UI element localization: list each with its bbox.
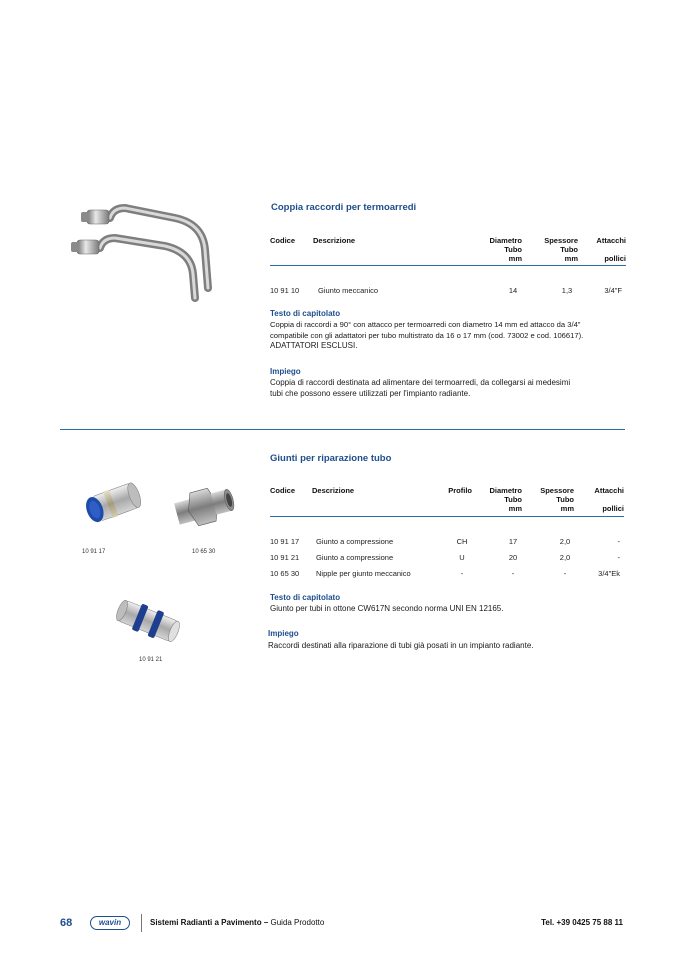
wavin-logo: wavin xyxy=(90,916,130,930)
s1-header-rule xyxy=(270,265,626,266)
section1-title: Coppia raccordi per termoarredi xyxy=(271,202,417,213)
cell-descrizione: Giunto a compressione xyxy=(316,553,394,562)
cell-diametro: 17 xyxy=(508,537,518,546)
cell-descrizione: Giunto a compressione xyxy=(316,537,394,546)
cell-profilo: CH xyxy=(456,537,468,546)
product-image-giunto-10-91-21 xyxy=(112,595,184,647)
s2-capitolato-text: Giunto per tubi in ottone CW617N secondo norma UNI EN 12165. xyxy=(270,604,504,613)
cell-spessore: 2,0 xyxy=(559,553,571,562)
footer-separator xyxy=(141,914,142,932)
s2-impiego-heading: Impiego xyxy=(268,629,299,638)
product-image-giunto-10-91-17 xyxy=(78,478,148,530)
cell-diametro: 20 xyxy=(508,553,518,562)
page-number: 68 xyxy=(60,917,73,929)
cell-spessore: 2,0 xyxy=(559,537,571,546)
s2-header-diametro: Diametro Tubo mm xyxy=(489,486,522,513)
section2-title: Giunti per riparazione tubo xyxy=(270,453,392,464)
page-footer xyxy=(0,914,678,934)
s2-capitolato-heading: Testo di capitolato xyxy=(270,593,341,602)
s2-impiego-text: Raccordi destinati alla riparazione di tubi già posati in un impianto radiante. xyxy=(268,641,534,650)
s2-header-codice: Codice xyxy=(270,486,296,495)
s1-header-descrizione: Descrizione xyxy=(313,236,356,245)
cell-diametro: 14 xyxy=(508,286,518,295)
s2-header-descrizione: Descrizione xyxy=(312,486,355,495)
s1-header-codice: Codice xyxy=(270,236,296,245)
cell-codice: 10 91 21 xyxy=(270,553,300,562)
s2-header-attacchi: Attacchi pollici xyxy=(594,486,624,513)
s1-impiego-text: Coppia di raccordi destinata ad alimentare dei termoarredi, da collegarsi ai medesimi tubi che possono essere utilizzati per l'impianto radiante. xyxy=(270,378,571,398)
s2-header-profilo: Profilo xyxy=(448,486,472,495)
cell-spessore: - xyxy=(563,569,567,578)
s2-header-rule xyxy=(270,516,624,517)
cell-descrizione: Giunto meccanico xyxy=(318,286,379,295)
s1-header-diametro: Diametro Tubo mm xyxy=(489,236,522,263)
s1-capitolato-text: Coppia di raccordi a 90° con attacco per termoarredi con diametro 14 mm ed attacco da 3/4" compatibile con gli adattatori per tubo multistrato da 16 o 17 mm (cod. 73002 e cod. 106617). ADATTATORI ESCLUSI. xyxy=(270,320,584,350)
cell-attacchi: 3/4"Ek xyxy=(598,569,620,578)
s1-impiego-heading: Impiego xyxy=(270,367,301,376)
cell-descrizione: Nipple per giunto meccanico xyxy=(316,569,411,578)
cell-diametro: - xyxy=(511,569,515,578)
footer-title-bold: Sistemi Radianti a Pavimento – xyxy=(150,918,269,927)
footer-phone: Tel. +39 0425 75 88 11 xyxy=(541,918,623,927)
cell-profilo: U xyxy=(459,553,465,562)
cell-codice: 10 91 17 xyxy=(270,537,300,546)
cell-attacchi: - xyxy=(617,537,620,546)
cell-attacchi: 3/4"F xyxy=(604,286,622,295)
image-caption: 10 91 17 xyxy=(82,549,106,555)
product-image-termoarredi xyxy=(65,200,215,305)
cell-spessore: 1,3 xyxy=(561,286,573,295)
footer-title xyxy=(150,918,324,927)
cell-attacchi: - xyxy=(617,553,620,562)
image-caption: 10 65 30 xyxy=(192,549,216,555)
s1-header-spessore: Spessore Tubo mm xyxy=(544,236,578,263)
cell-codice: 10 65 30 xyxy=(270,569,300,578)
s1-capitolato-heading: Testo di capitolato xyxy=(270,309,341,318)
footer-title-rest: Guida Prodotto xyxy=(268,918,325,927)
cell-codice: 10 91 10 xyxy=(270,286,300,295)
cell-profilo: - xyxy=(460,569,464,578)
product-image-nipple-10-65-30 xyxy=(168,482,238,532)
s2-header-spessore: Spessore Tubo mm xyxy=(540,486,574,513)
image-caption: 10 91 21 xyxy=(139,657,163,663)
section-divider xyxy=(60,429,625,430)
s1-header-attacchi: Attacchi pollici xyxy=(596,236,626,263)
